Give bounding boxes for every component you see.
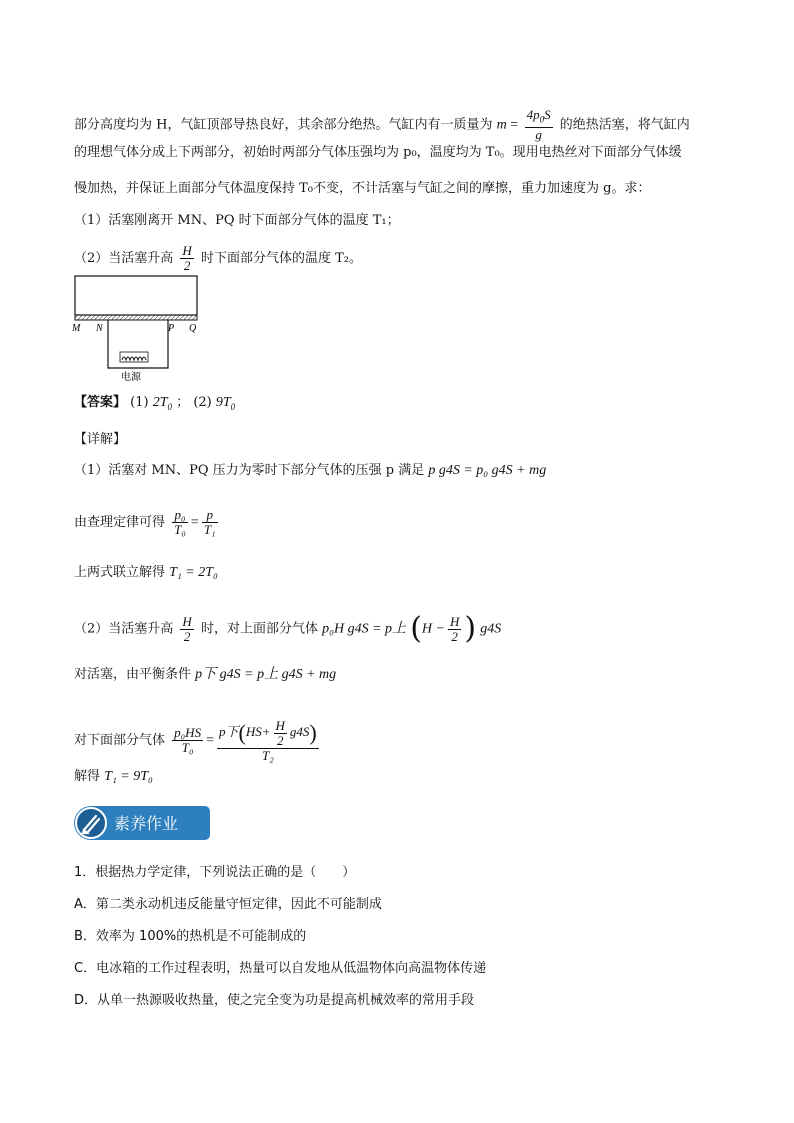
question-1: （1）活塞刚离开 MN、PQ 时下面部分气体的温度 T₁； xyxy=(74,213,400,228)
detail-step-7 xyxy=(74,768,153,786)
frac-num: p₀HS xyxy=(174,725,202,740)
detail-step-2: 由查理定律可得 $\frac{\text{p₀}}{\text{T₀}}$ = $\frac{p}{\text{T₁}}$ xyxy=(74,507,216,537)
frac-num: H xyxy=(182,613,192,629)
frac-den: T₁ xyxy=(203,522,216,537)
answer-2-value xyxy=(216,395,235,410)
q2-text: 时下面部分气体的温度 T₂。 xyxy=(200,251,362,266)
step-text: 由查理定律可得 xyxy=(74,515,166,530)
mass-symbol: m xyxy=(496,117,507,133)
fraction-right xyxy=(202,508,218,537)
intro-line-2: 的理想气体分成上下两部分，初始时两部分气体压强均为 p₀，温度均为 T₀。现用电热丝对下面部分气体缓 xyxy=(74,145,682,160)
fraction-right: p下(HS+ $\frac{H}{2}$ g4S) T₂ xyxy=(218,717,317,763)
h-half-fraction xyxy=(180,244,193,273)
answer-1-sub: 0 xyxy=(167,401,173,412)
step-text: （2）当活塞升高 xyxy=(74,621,174,637)
heating-coil xyxy=(122,357,146,360)
answer-1-label: (1) xyxy=(130,395,149,410)
detail-tag: 【详解】 xyxy=(74,432,127,447)
intro-text: 部分高度均为 H，气缸顶部导热良好，其余部分绝热。气缸内有一质量为 xyxy=(74,117,493,133)
detail-step-6: 对下面部分气体 $\frac{\text{p₀HS}}{\text{T₀}}$ = p下(HS+ $\frac{H}{2}$ g4S) T₂ xyxy=(74,717,317,763)
frac-den: 2 xyxy=(276,732,284,748)
frac-den: T₀ xyxy=(181,740,194,755)
step-text: 时，对上面部分气体 xyxy=(200,621,318,637)
section-badge xyxy=(74,806,210,840)
step-text: 对下面部分气体 xyxy=(74,733,166,748)
answer-sep: ； xyxy=(176,395,190,410)
inner-fraction xyxy=(448,615,461,644)
h-half-fraction xyxy=(180,615,193,644)
frac-num: p₀ xyxy=(172,508,188,523)
frac-den: g xyxy=(535,126,542,142)
badge-label: 素养作业 xyxy=(114,814,179,833)
detail-step-3 xyxy=(74,564,218,582)
frac-num-sub: 0 xyxy=(539,114,545,125)
frac-den: 2 xyxy=(451,628,458,644)
step-equation: T₁ = 9T₀ xyxy=(104,769,153,784)
inner-fraction xyxy=(274,719,287,748)
step-equation: H − xyxy=(421,621,445,637)
frac-den: T₀ xyxy=(174,522,186,537)
cylinder-top-part xyxy=(75,276,197,315)
step-equation: p下 g4S = p上 g4S + mg xyxy=(195,667,337,682)
intro-line-3: 慢加热，并保证上面部分气体温度保持 T₀不变，不计活塞与气缸之间的摩擦，重力加速度为 g。求： xyxy=(74,181,651,196)
piston xyxy=(75,315,197,320)
frac-den: 2 xyxy=(183,628,191,644)
fraction-left xyxy=(172,726,203,755)
frac-num: H xyxy=(449,613,460,629)
mass-fraction xyxy=(525,108,553,142)
detail-step-1 xyxy=(74,462,546,480)
question-2 xyxy=(74,244,362,273)
intro-text: 的绝热活塞，将气缸内 xyxy=(559,117,690,133)
frac-num: p xyxy=(202,508,218,523)
step-text: 上两式联立解得 xyxy=(74,565,166,580)
question-stem: 1．根据热力学定律，下列说法正确的是（ ） xyxy=(74,865,356,880)
step-text: 对活塞，由平衡条件 xyxy=(74,667,192,682)
step-text: （1）活塞对 MN、PQ 压力为零时下部分气体的压强 p 满足 xyxy=(74,463,425,478)
frac-part: p下 xyxy=(218,723,239,739)
step-equation: g4S xyxy=(480,621,502,637)
frac-num: H xyxy=(182,243,192,258)
step-equation: T₁ = 2T₀ xyxy=(169,565,218,580)
answer-tag: 【答案】 xyxy=(74,395,127,410)
frac-num: 4p xyxy=(526,107,540,122)
answer-2-main: 9T xyxy=(215,395,231,410)
answer-2-sub: 0 xyxy=(230,401,236,412)
label-n: N xyxy=(96,323,103,334)
option-b: B．效率为 100%的热机是不可能制成的 xyxy=(74,929,307,944)
intro-line-1: 部分高度均为 H，气缸顶部导热良好，其余部分绝热。气缸内有一质量为 m = $\frac{4p_0S}{g}$ 的绝热活塞，将气缸内 xyxy=(74,107,690,142)
option-d: D．从单一热源吸收热量，使之完全变为功是提高机械效率的常用手段 xyxy=(74,993,475,1008)
step-equation: p g4S = p₀ g4S + mg xyxy=(428,463,547,478)
frac-den: 2 xyxy=(183,258,191,273)
frac-den: T₂ xyxy=(261,748,274,763)
frac-part: HS+ xyxy=(245,723,271,739)
step-text: 解得 xyxy=(74,769,101,784)
step-equation: p₀H g4S = p上 xyxy=(322,621,407,637)
frac-num: H xyxy=(275,717,285,733)
answer-2-label: (2) xyxy=(193,395,212,410)
frac-part: g4S xyxy=(289,723,310,739)
label-power-source: 电源 xyxy=(121,372,141,383)
q2-text: （2）当活塞升高 xyxy=(74,251,174,266)
label-q: Q xyxy=(189,323,197,334)
detail-step-4: （2）当活塞升高 $\frac{H}{2}$ 时，对上面部分气体 p₀H g4S = p上 (H − $\frac{H}{2}$ ) g4S xyxy=(74,611,502,646)
detail-step-5 xyxy=(74,666,336,684)
frac-num-s: S xyxy=(544,107,551,122)
answer-line xyxy=(74,394,235,416)
option-a: A．第二类永动机违反能量守恒定律，因此不可能制成 xyxy=(74,897,382,912)
option-c: C．电冰箱的工作过程表明，热量可以自发地从低温物体向高温物体传递 xyxy=(74,961,487,976)
answer-1-main: 2T xyxy=(152,395,168,410)
label-p: P xyxy=(168,323,175,334)
label-m: M xyxy=(72,323,81,334)
answer-1-value xyxy=(153,395,172,410)
fraction-left xyxy=(172,508,188,537)
cylinder-diagram xyxy=(70,272,210,384)
